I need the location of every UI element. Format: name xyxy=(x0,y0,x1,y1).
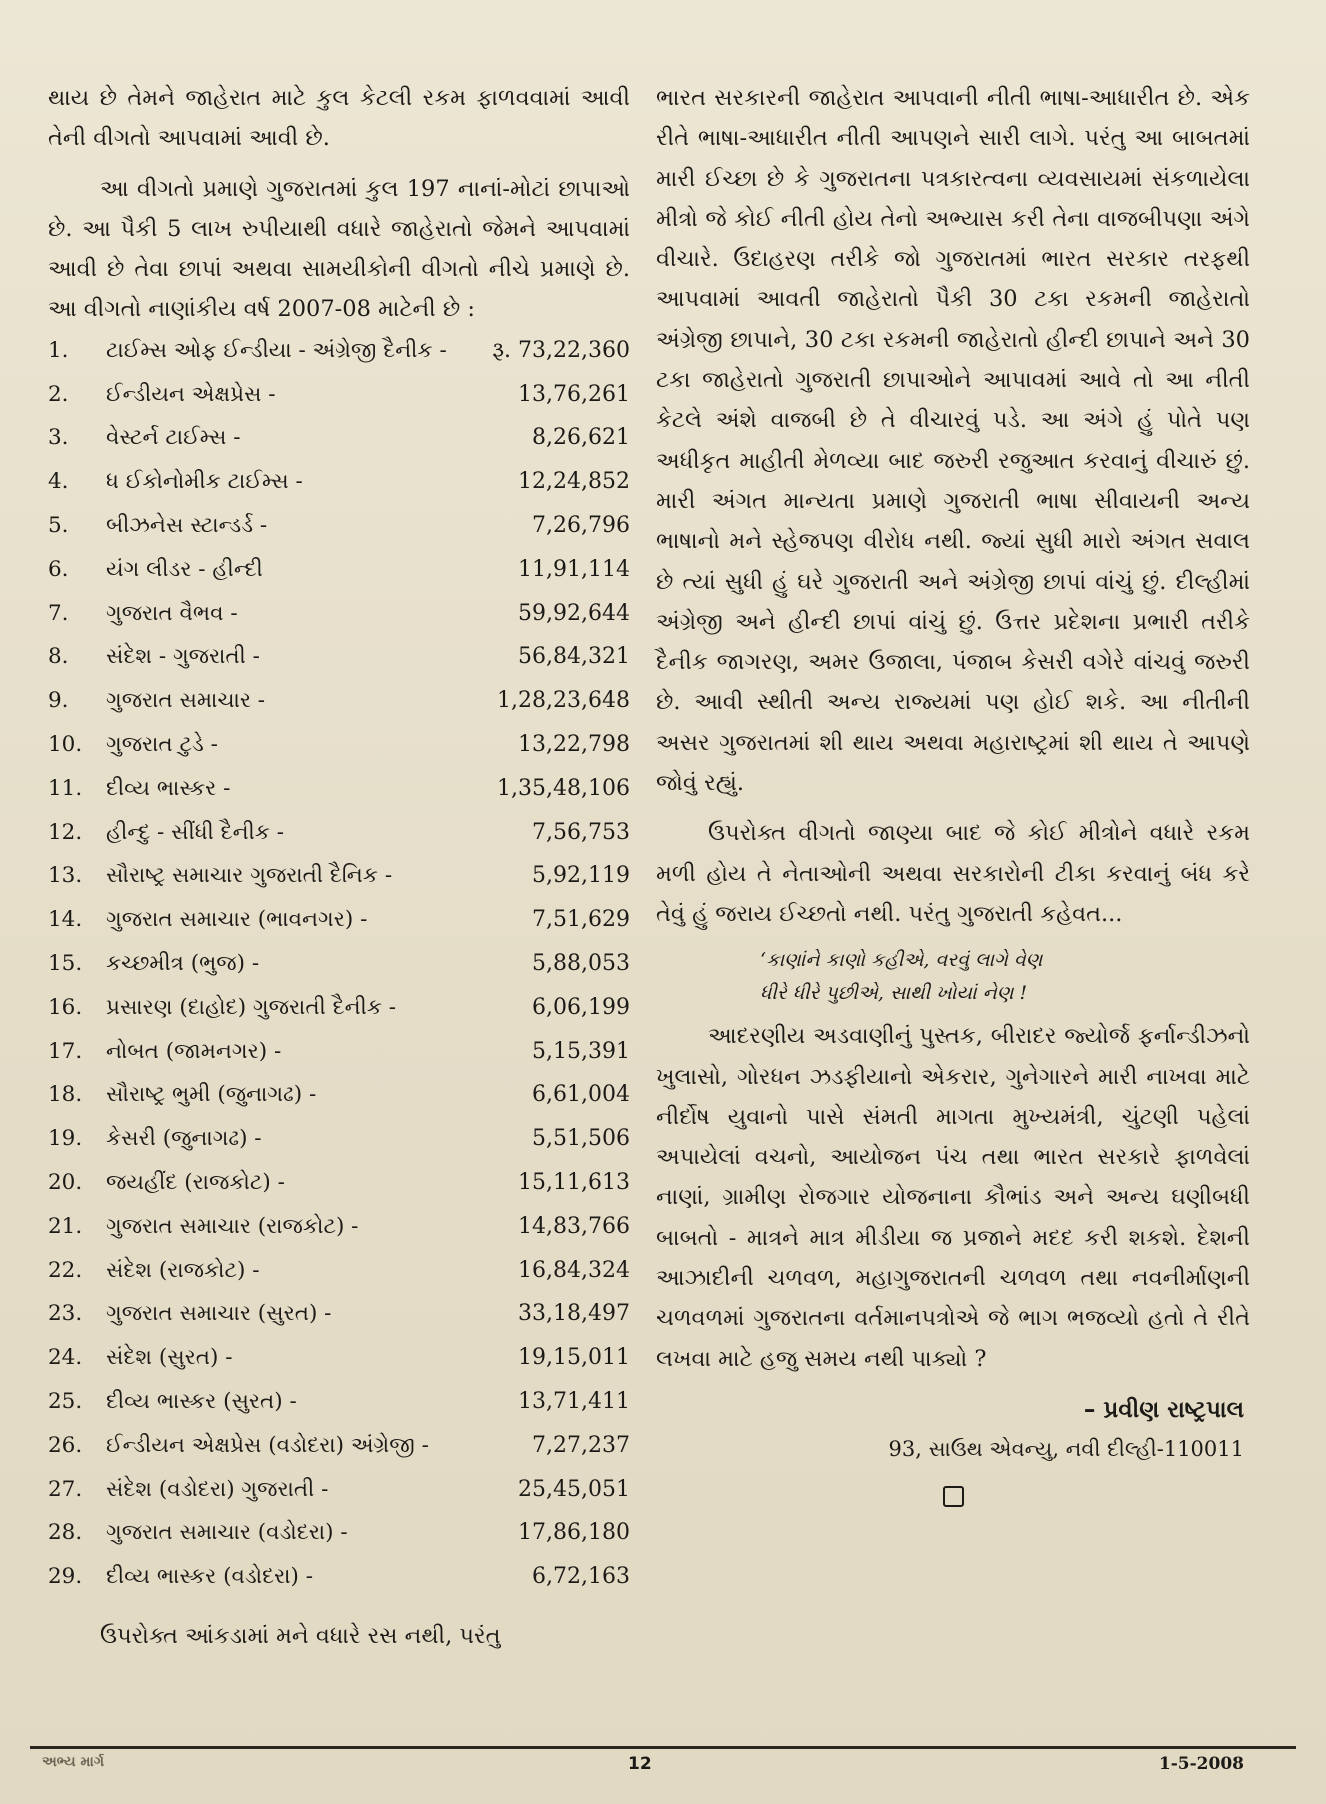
list-item: 24. સંદેશ (સુરત) - 19,15,011 xyxy=(48,1345,630,1371)
details-paragraph: આ વીગતો પ્રમાણે ગુજરાતમાં કુલ 197 નાનાં-મોટાં છાપાઓ છે. આ પૈકી 5 લાખ રુપીયાથી વધારે જાહેરાતો જેમને આપવામાં આવી છે તેવા છાપાં અથવા સામયીકોની વીગતો નીચે પ્રમાણે છે. આ વીગતો નાણાંકીય વર્ષ 2007-08 માટેની છે : xyxy=(48,175,630,323)
proverb-verse xyxy=(656,944,1250,1010)
closing-line: ઉપરોક્ત આંકડામાં મને વધારે રસ નથી, પરંતુ xyxy=(100,1622,501,1649)
list-item: 22. સંદેશ (રાજકોટ) - 16,84,324 xyxy=(48,1257,630,1283)
list-item: 12. હીન્દુ - સીંધી દૈનીક - 7,56,753 xyxy=(48,819,630,845)
list-item: 11. દીવ્ય ભાસ્કર - 1,35,48,106 xyxy=(48,775,630,801)
author-address: 93, સાઉથ એવન્યુ, નવી દીલ્હી-110011 xyxy=(888,1436,1244,1461)
list-item: 19. કેસરી (જુનાગઢ) - 5,51,506 xyxy=(48,1126,630,1152)
author-signature: – પ્રવીણ રાષ્ટ્રપાલ xyxy=(1083,1396,1244,1423)
list-item: 5. બીઝનેસ સ્ટાન્ડર્ડ - 7,26,796 xyxy=(48,512,630,538)
list-item: 6. યંગ લીડર - હીન્દી 11,91,114 xyxy=(48,556,630,582)
list-item: 9. ગુજરાત સમાચાર - 1,28,23,648 xyxy=(48,688,630,714)
list-item: 26. ઈન્ડીયન એક્ષપ્રેસ (વડોદરા) અંગ્રેજી - 7,27,237 xyxy=(48,1432,630,1458)
intro-paragraph: થાય છે તેમને જાહેરાત માટે કુલ કેટલી રકમ ફાળવવામાં આવી તેની વીગતો આપવામાં આવી છે. xyxy=(48,85,630,152)
criticism-paragraph: ઉપરોક્ત વીગતો જાણ્યા બાદ જે કોઈ મીત્રોને વધારે રકમ મળી હોય તે નેતાઓની અથવા સરકારોની ટીકા કરવાનું બંધ કરે તેવું હું જરાય ઈચ્છતો નથી. પરંતુ ગુજરાતી કહેવત... xyxy=(656,820,1250,927)
list-item: 27. સંદેશ (વડોદરા) ગુજરાતી - 25,45,051 xyxy=(48,1476,630,1502)
verse-line: ધીરે ધીરે પુછીએ, સાથી ખોયાં નેણ ! xyxy=(760,982,1028,1005)
list-item: 14. ગુજરાત સમાચાર (ભાવનગર) - 7,51,629 xyxy=(48,907,630,933)
list-item: 16. પ્રસારણ (દાહોદ) ગુજરાતી દૈનીક - 6,06,199 xyxy=(48,994,630,1020)
list-item: 8. સંદેશ - ગુજરાતી - 56,84,321 xyxy=(48,644,630,670)
list-item: 2. ઈન્ડીયન એક્ષપ્રેસ - 13,76,261 xyxy=(48,381,630,407)
list-item: 29. દીવ્ય ભાસ્કર (વડોદરા) - 6,72,163 xyxy=(48,1564,630,1590)
list-item: 25. દીવ્ય ભાસ્કર (સુરત) - 13,71,411 xyxy=(48,1388,630,1414)
list-item: 28. ગુજરાત સમાચાર (વડોદરા) - 17,86,180 xyxy=(48,1520,630,1546)
list-item: 18. સૌરાષ્ટ્ર ભુમી (જુનાગઢ) - 6,61,004 xyxy=(48,1082,630,1108)
list-item: 7. ગુજરાત વૈભવ - 59,92,644 xyxy=(48,600,630,626)
list-item: 21. ગુજરાત સમાચાર (રાજકોટ) - 14,83,766 xyxy=(48,1213,630,1239)
list-item: 13. સૌરાષ્ટ્ર સમાચાર ગુજરાતી દૈનિક - 5,92,119 xyxy=(48,863,630,889)
policy-paragraph: ભારત સરકારની જાહેરાત આપવાની નીતી ભાષા-આધારીત છે. એક રીતે ભાષા-આધારીત નીતી આપણને સારી લાગે. પરંતુ આ બાબતમાં મારી ઈચ્છા છે કે ગુજરાતના પત્રકારત્વના વ્યવસાયમાં સંકળાયેલા મીત્રો જે કોઈ નીતી હોય તેનો અભ્યાસ કરી તેના વાજબીપણા અંગે વીચારે. ઉદાહરણ તરીકે જો ગુજરાતમાં ભારત સરકાર તરફથી આપવામાં આવતી જાહેરાતો પૈકી 30 ટકા રકમની જાહેરાતો અંગ્રેજી છાપાને, 30 ટકા રકમની જાહેરાતો હીન્દી છાપાને અને 30 ટકા જાહેરાતો ગુજરાતી છાપાઓને આપાવમાં આવે તો આ નીતી કેટલે અંશે વાજબી છે તે વીચારવું પડે. આ અંગે હું પોતે પણ અધીકૃત માહીતી મેળવ્યા બાદ જરુરી રજુઆત કરવાનું વીચારું છું. મારી અંગત માન્યતા પ્રમાણે ગુજરાતી ભાષા સીવાયની અન્ય ભાષાનો મને સ્હેજપણ વીરોધ નથી. જ્યાં સુધી મારો અંગત સવાલ છે ત્યાં સુધી હું ઘરે ગુજરાતી અને અંગ્રેજી છાપાં વાંચું છું. દીલ્હીમાં અંગ્રેજી અને હીન્દી છાપાં વાંચું છું. ઉત્તર પ્રદેશના પ્રભારી તરીકે દૈનીક જાગરણ, અમર ઉજાલા, પંજાબ કેસરી વગેરે વાંચવું જરુરી છે. આવી સ્થીતી અન્ય રાજ્યમાં પણ હોઈ શકે. આ નીતીની અસર ગુજરાતમાં શી થાય અથવા મહારાષ્ટ્રમાં શી થાય તે આપણે જોવું રહ્યું. xyxy=(656,85,1250,797)
magazine-name: અભ્ય માર્ગ xyxy=(42,1754,105,1770)
verse-line: ‘કાણાંને કાણો કહીએ, વરવું લાગે વેણ xyxy=(760,949,1043,972)
newspaper-ad-list xyxy=(48,338,630,1608)
media-paragraph: આદરણીય અડવાણીનું પુસ્તક, બીરાદર જ્યોર્જ ફર્નાન્ડીઝનો ખુલાસો, ગોરધન ઝડફીયાનો એકરાર, ગુનેગારને મારી નાખવા માટે નીર્દોષ યુવાનો પાસે સંમતી માગતા મુખ્યમંત્રી, ચુંટણી પહેલાં અપાયેલાં વચનો, આયોજન પંચ તથા ભારત સરકારે ફાળવેલાં નાણાં, ગ્રામીણ રોજગાર યોજનાના કૌભાંડ અને અન્ય ઘણીબધી બાબતો - માત્રને માત્ર મીડીયા જ પ્રજાને મદદ કરી શકશે. દેશની આઝાદીની ચળવળ, મહાગુજરાતની ચળવળ તથા નવનીર્માણની ચળવળમાં ગુજરાતના વર્તમાનપત્રોએ જે ભાગ ભજવ્યો હતો તે રીતે લખવા માટે હજુ સમય નથી પાક્યો ? xyxy=(656,1023,1250,1372)
footer-divider xyxy=(30,1746,1296,1749)
right-column xyxy=(656,78,1250,1507)
issue-date: 1-5-2008 xyxy=(1158,1754,1244,1774)
list-item: 23. ગુજરાત સમાચાર (સુરત) - 33,18,497 xyxy=(48,1301,630,1327)
list-item: 10. ગુજરાત ટુડે - 13,22,798 xyxy=(48,731,630,757)
list-item: 20. જયહીંદ (રાજકોટ) - 15,11,613 xyxy=(48,1169,630,1195)
list-item: 17. નોબત (જામનગર) - 5,15,391 xyxy=(48,1038,630,1064)
list-item: 4. ધ ઈકોનોમીક ટાઈમ્સ - 12,24,852 xyxy=(48,469,630,495)
list-item: 3. વેસ્ટર્ન ટાઈમ્સ - 8,26,621 xyxy=(48,425,630,451)
end-mark-icon xyxy=(943,1486,964,1507)
page-number: 12 xyxy=(628,1754,652,1774)
list-item: 15. કચ્છમીત્ર (ભુજ) - 5,88,053 xyxy=(48,950,630,976)
left-column xyxy=(48,78,630,1656)
list-item: 1. ટાઈમ્સ ઓફ ઈન્ડીયા - અંગ્રેજી દૈનીક - રૂ. 73,22,360 xyxy=(48,337,630,363)
